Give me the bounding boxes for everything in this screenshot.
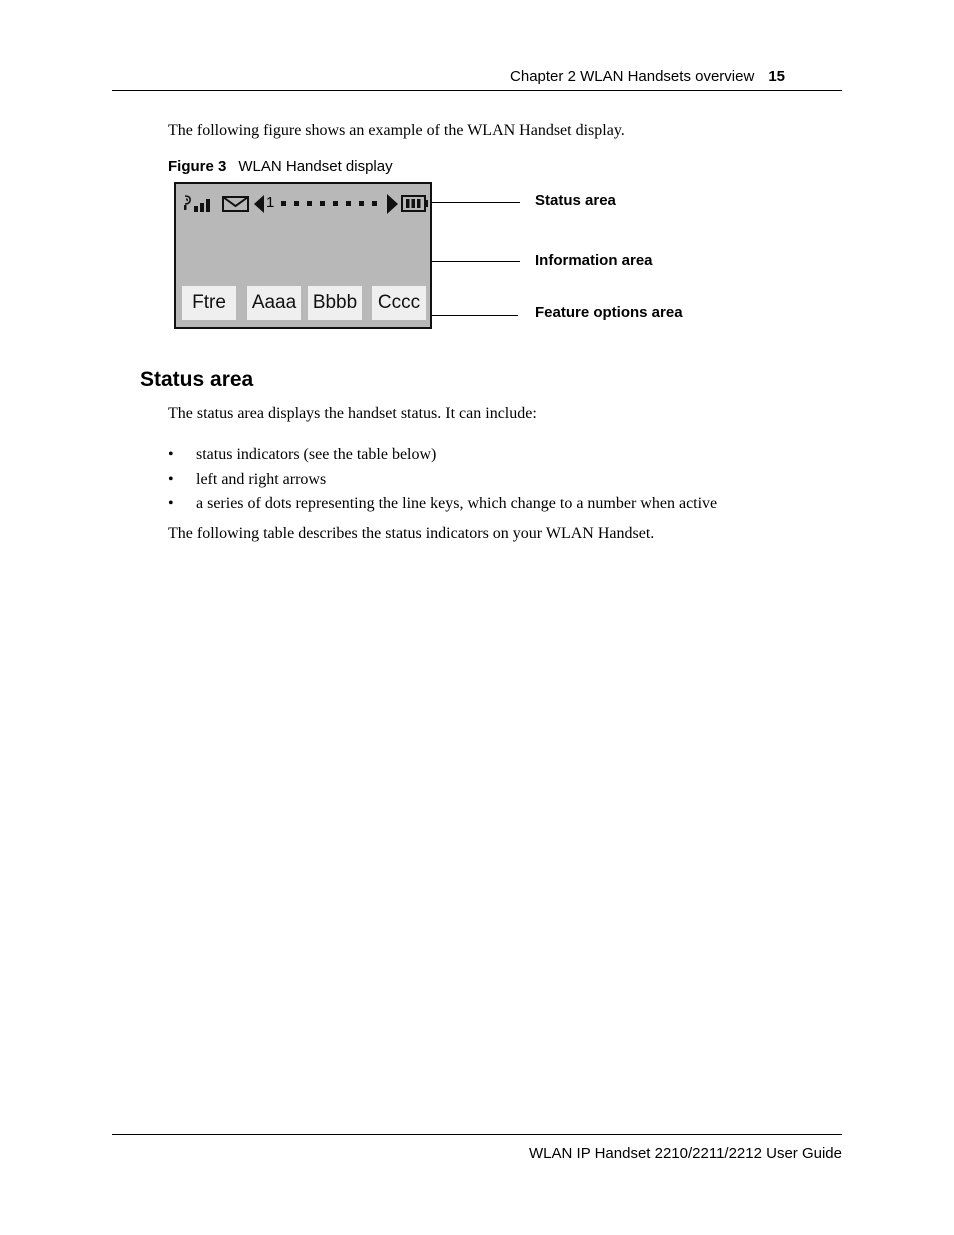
bullet-mark: • xyxy=(168,446,174,463)
list-item xyxy=(168,494,717,514)
callout-line-information xyxy=(432,261,520,262)
running-header xyxy=(112,66,842,88)
signal-strength-icon xyxy=(182,193,216,215)
line-key-dots xyxy=(279,201,383,207)
callout-line-status xyxy=(432,202,520,203)
running-footer: WLAN IP Handset 2210/2211/2212 User Guide xyxy=(529,1145,842,1162)
list-item-text: left and right arrows xyxy=(196,470,327,488)
list-item-text: a series of dots representing the line keys, which change to a number when active xyxy=(196,495,718,512)
bullet-list xyxy=(168,445,717,519)
section-closing: The following table describes the status indicators on your WLAN Handset. xyxy=(168,525,655,542)
callout-information-area: Information area xyxy=(535,252,653,269)
softkey-ftre: Ftre xyxy=(182,286,236,320)
figure-title: WLAN Handset display xyxy=(238,158,393,175)
bullet-mark: • xyxy=(168,470,174,488)
handset-display xyxy=(174,182,432,329)
list-item xyxy=(168,470,717,490)
intro-paragraph: The following figure shows an example of the WLAN Handset display. xyxy=(168,122,625,139)
section-title: Status area xyxy=(140,368,254,391)
softkey-cccc: Cccc xyxy=(372,286,426,320)
list-item-text: status indicators (see the table below) xyxy=(196,446,437,463)
softkey-aaaa: Aaaa xyxy=(247,286,301,320)
page-number: 15 xyxy=(768,68,785,85)
line-number: 1 xyxy=(266,194,275,211)
chapter-title: Chapter 2 WLAN Handsets overview xyxy=(510,68,755,85)
list-item xyxy=(168,445,717,465)
header-rule xyxy=(112,90,842,91)
callout-line-feature xyxy=(432,315,518,316)
callout-feature-options-area: Feature options area xyxy=(535,304,683,321)
bullet-mark: • xyxy=(168,495,174,512)
softkey-bbbb: Bbbb xyxy=(308,286,362,320)
message-envelope-icon xyxy=(222,196,249,212)
battery-icon xyxy=(401,195,429,212)
right-arrow-icon xyxy=(387,194,398,214)
figure-caption xyxy=(168,157,393,177)
section-intro: The status area displays the handset status. It can include: xyxy=(168,405,537,422)
figure-label: Figure 3 xyxy=(168,158,227,175)
callout-status-area: Status area xyxy=(535,192,616,209)
left-arrow-icon xyxy=(254,195,265,213)
status-row xyxy=(182,193,428,215)
footer-rule xyxy=(112,1134,842,1135)
